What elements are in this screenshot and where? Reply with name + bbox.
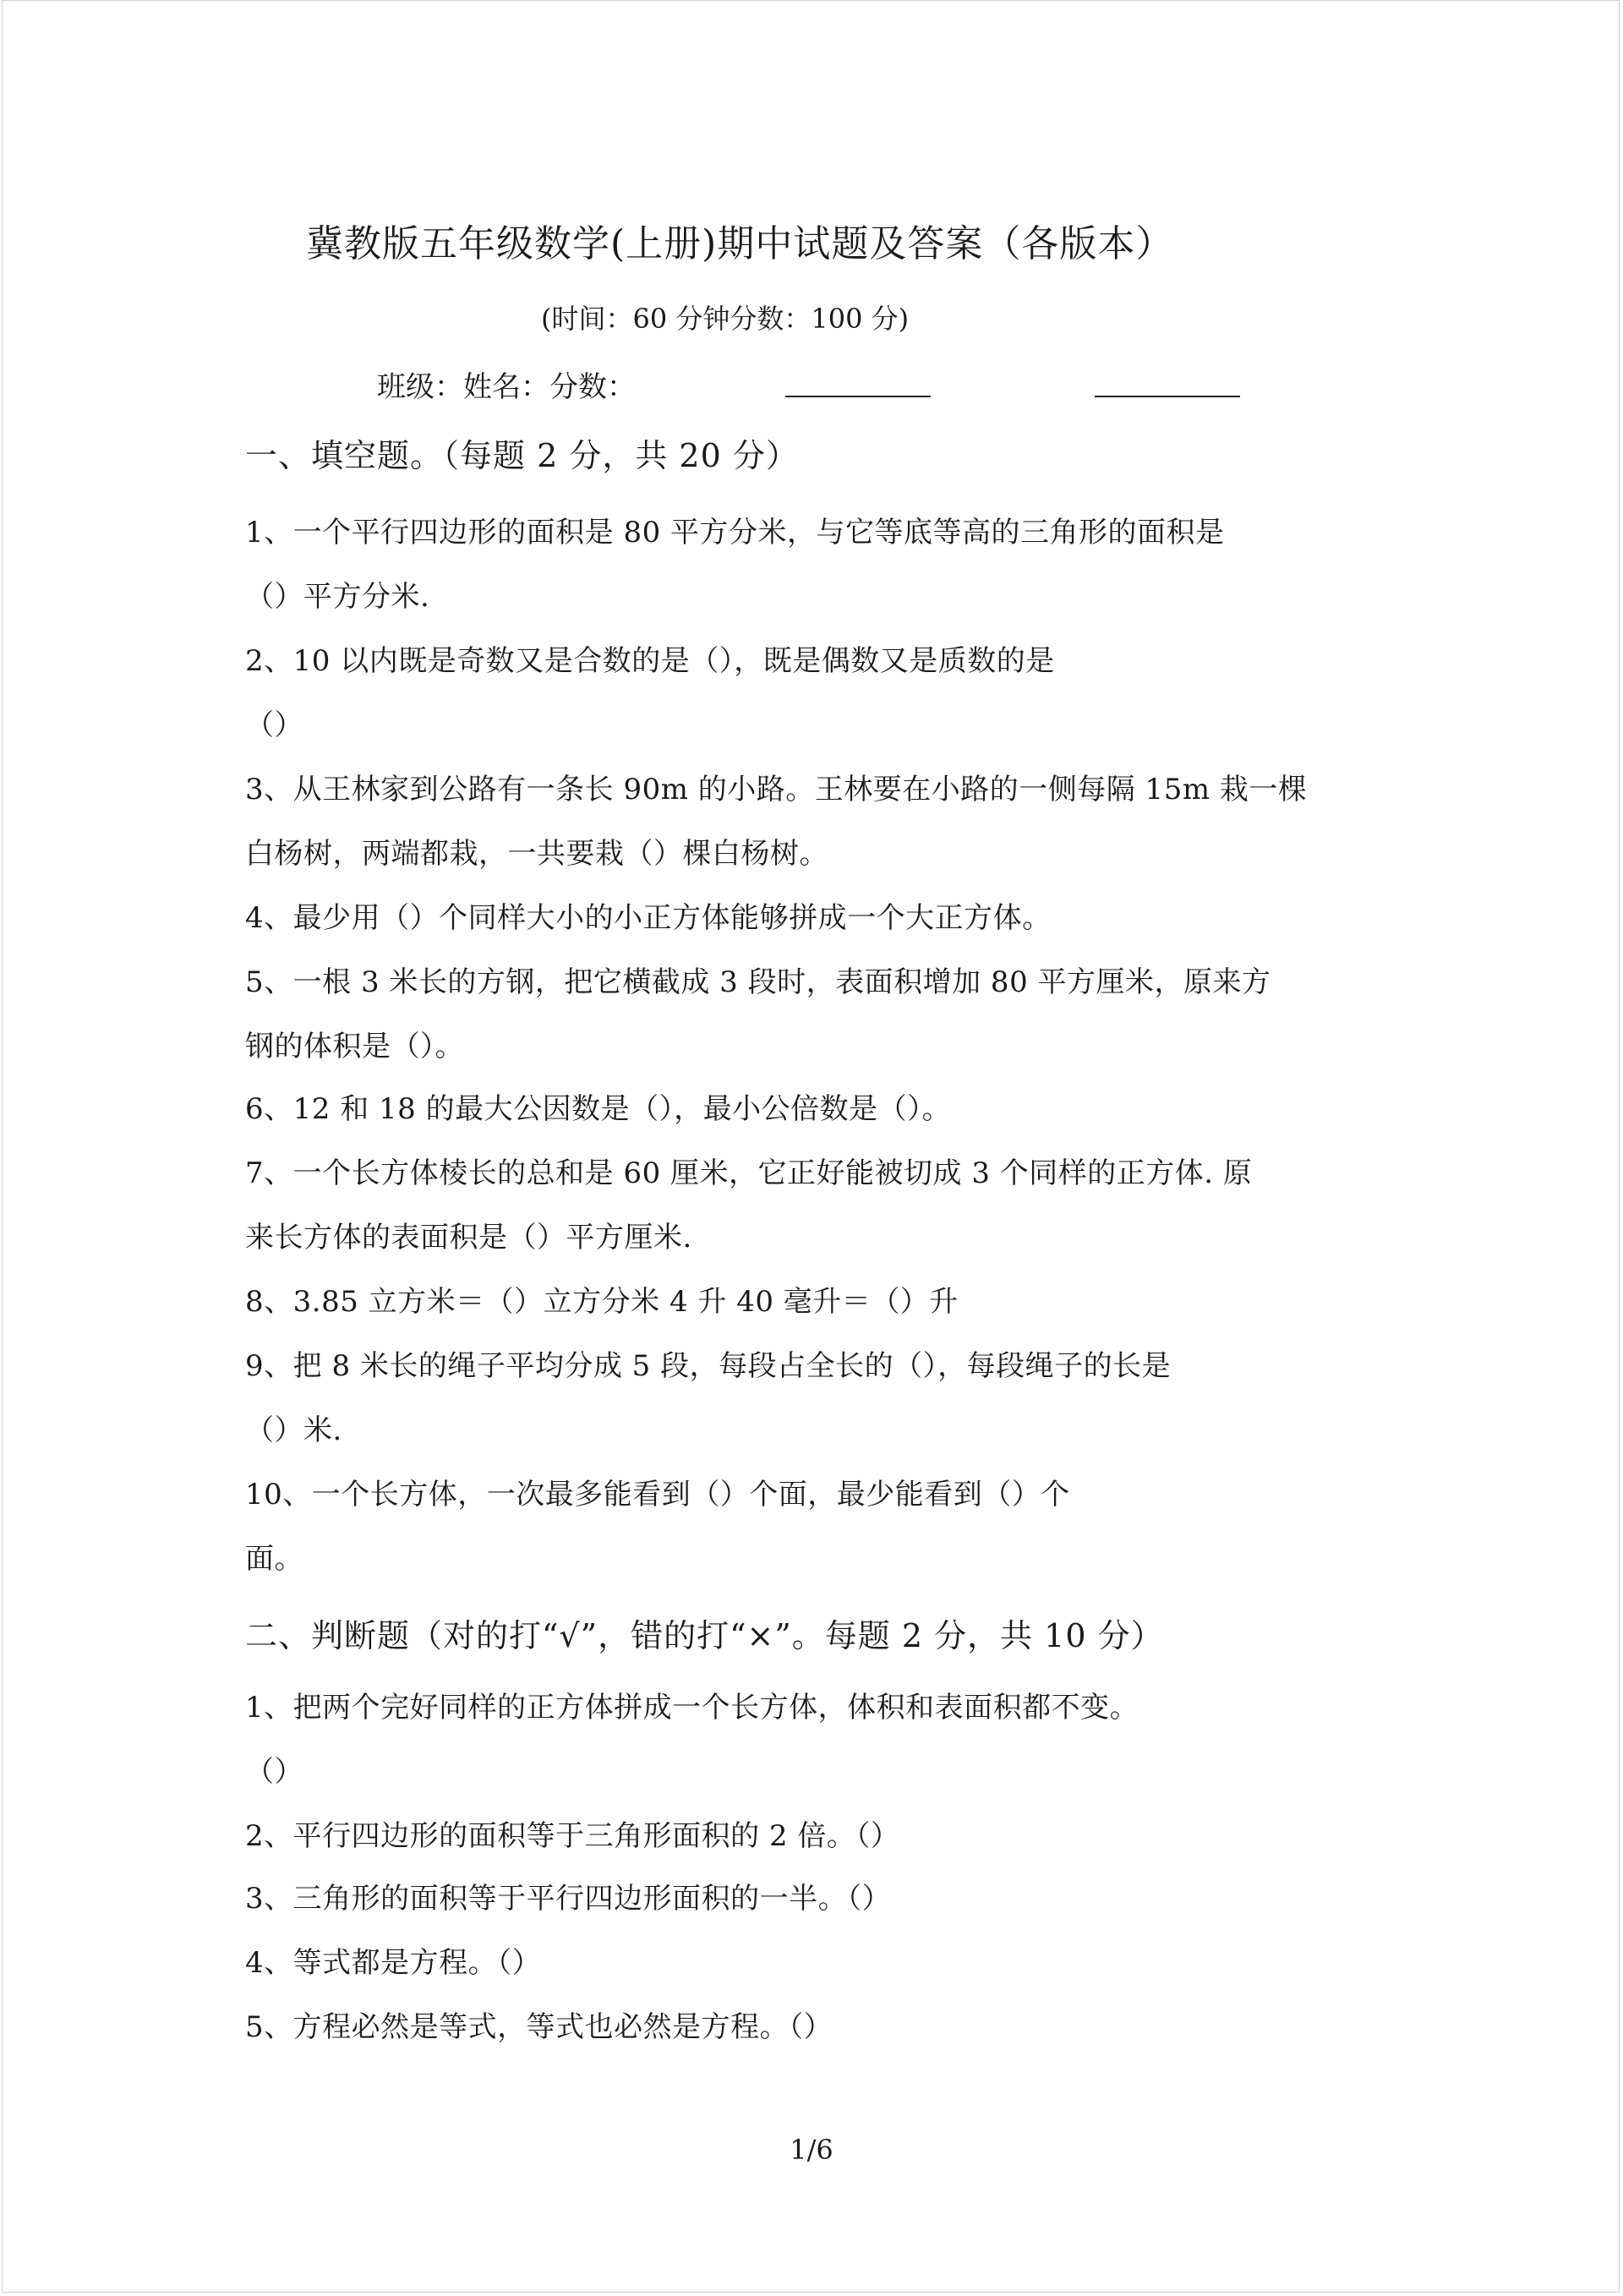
exam-time-and-score: (时间：60 分钟分数：100 分)	[541, 303, 910, 335]
section-2-line: 2、平行四边形的面积等于三角形面积的 2 倍。（）	[245, 1819, 900, 1853]
section-1-line: 来长方体的表面积是（）平方厘米.	[245, 1221, 692, 1255]
document-title: 冀教版五年级数学(上册)期中试题及答案（各版本）	[306, 222, 1174, 265]
section-1-line: 3、从王林家到公路有一条长 90m 的小路。王林要在小路的一侧每隔 15m 栽一棵	[245, 773, 1308, 806]
score-blank-line	[1095, 396, 1240, 397]
section-2-line: （）	[245, 1755, 303, 1789]
section-1-line: 钢的体积是（）。	[245, 1030, 464, 1063]
section-1-line: 5、一根 3 米长的方钢，把它横截成 3 段时，表面积增加 80 平方厘米，原来方	[245, 965, 1271, 999]
section-1-line: 6、12 和 18 的最大公因数是（），最小公倍数是（）。	[245, 1092, 952, 1126]
section-2-line: 3、三角形的面积等于平行四边形面积的一半。（）	[245, 1882, 892, 1916]
section-1-line: 9、把 8 米长的绳子平均分成 5 段，每段占全长的（），每段绳子的长是	[245, 1349, 1172, 1383]
section-2-line: 1、把两个完好同样的正方体拼成一个长方体，体积和表面积都不变。	[245, 1691, 1139, 1725]
section-1-line: 7、一个长方体棱长的总和是 60 厘米，它正好能被切成 3 个同样的正方体. 原	[245, 1156, 1253, 1190]
section-1-line: （）	[245, 708, 303, 742]
section-1-line: （）平方分米.	[245, 580, 430, 614]
page-number: 1/6	[790, 2134, 833, 2166]
student-info-row: 班级：姓名：分数：	[377, 370, 636, 404]
section-1-line: 面。	[245, 1542, 303, 1576]
section-1-line: 2、10 以内既是奇数又是合数的是（），既是偶数又是质数的是	[245, 644, 1055, 678]
section-2-heading: 二、判断题（对的打“√”，错的打“×”。每题 2 分，共 10 分）	[245, 1617, 1164, 1654]
section-1-line: 8、3.85 立方米＝（）立方分米 4 升 40 毫升＝（）升	[245, 1285, 959, 1319]
section-1-line: 4、最少用（）个同样大小的小正方体能够拼成一个大正方体。	[245, 901, 1052, 935]
section-1-line: （）米.	[245, 1413, 342, 1447]
section-1-heading: 一、填空题。（每题 2 分，共 20 分）	[245, 437, 799, 474]
section-2-line: 5、方程必然是等式，等式也必然是方程。（）	[245, 2010, 833, 2044]
section-2-line: 4、等式都是方程。（）	[245, 1946, 542, 1980]
section-1-line: 1、一个平行四边形的面积是 80 平方分米，与它等底等高的三角形的面积是	[245, 516, 1225, 549]
name-blank-line	[785, 396, 931, 397]
section-1-line: 10、一个长方体，一次最多能看到（）个面，最少能看到（）个	[245, 1478, 1070, 1512]
section-1-line: 白杨树，两端都栽，一共要栽（）棵白杨树。	[245, 837, 828, 871]
